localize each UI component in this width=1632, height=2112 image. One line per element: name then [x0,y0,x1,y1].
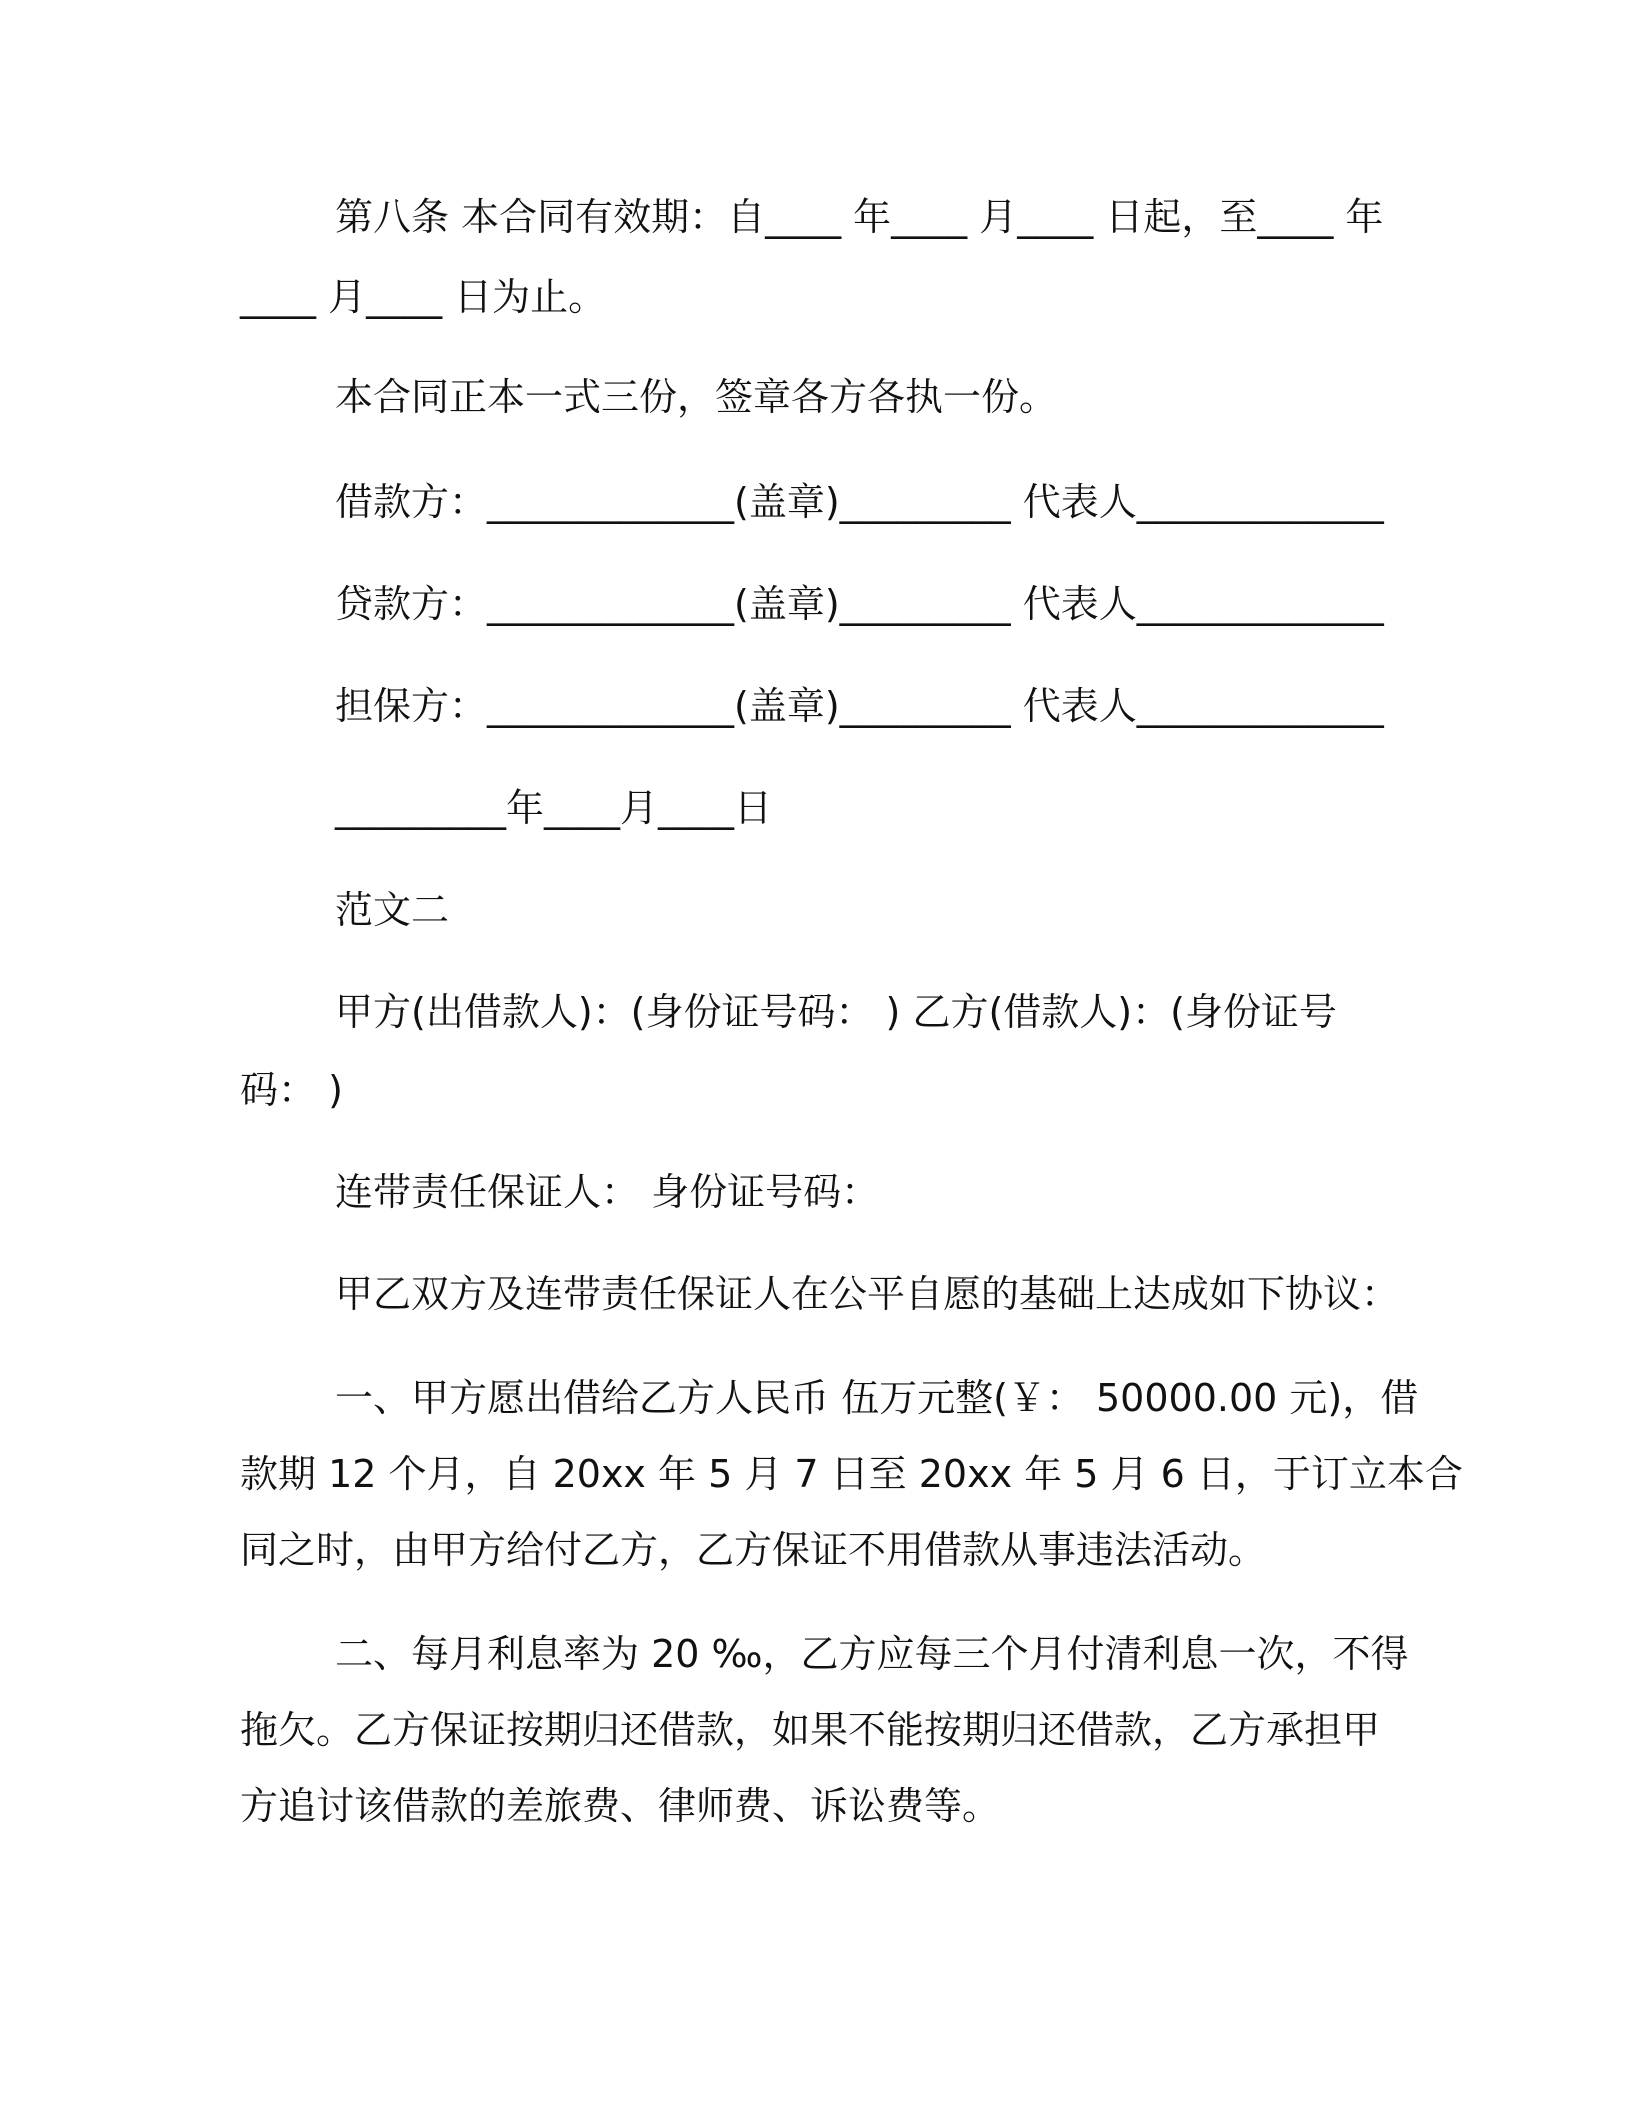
copies-statement: 本合同正本一式三份，签章各方各执一份。 [335,375,1058,419]
lender-signature-line: 贷款方：_____________(盖章)_________ 代表人_____________ [335,582,1384,626]
parties-line-1: 甲方(出借款人)：(身份证号码： ) 乙方(借款人)：(身份证号 [335,990,1337,1034]
parties-line-2: 码： ) [240,1068,343,1112]
agreement-intro: 甲乙双方及连带责任保证人在公平自愿的基础上达成如下协议： [335,1272,1400,1316]
borrower-signature-line: 借款方：_____________(盖章)_________ 代表人_____________ [335,480,1384,524]
clause-2-line-1: 二、每月利息率为 20 ‰，乙方应每三个月付清利息一次，不得 [335,1632,1409,1676]
sample-two-heading: 范文二 [335,888,450,932]
clause-8-validity-line-1: 第八条 本合同有效期：自____ 年____ 月____ 日起，至____ 年 [335,195,1384,239]
clause-2-line-3: 方追讨该借款的差旅费、律师费、诉讼费等。 [240,1784,1001,1828]
date-line: _________年____月____日 [335,786,773,830]
guarantor-signature-line: 担保方：_____________(盖章)_________ 代表人_____________ [335,684,1384,728]
clause-1-line-3: 同之时，由甲方给付乙方，乙方保证不用借款从事违法活动。 [240,1528,1267,1572]
clause-1-line-2: 款期 12 个月，自 20xx 年 5 月 7 日至 20xx 年 5 月 6 日，于订立本合 [240,1452,1463,1496]
clause-2-line-2: 拖欠。乙方保证按期归还借款，如果不能按期归还借款，乙方承担甲 [240,1708,1381,1752]
clause-1-line-1: 一、甲方愿出借给乙方人民币 伍万元整(￥： 50000.00 元)，借 [335,1376,1419,1420]
clause-8-validity-line-2: ____ 月____ 日为止。 [240,275,607,319]
guarantor-id-line: 连带责任保证人： 身份证号码： [335,1170,880,1214]
